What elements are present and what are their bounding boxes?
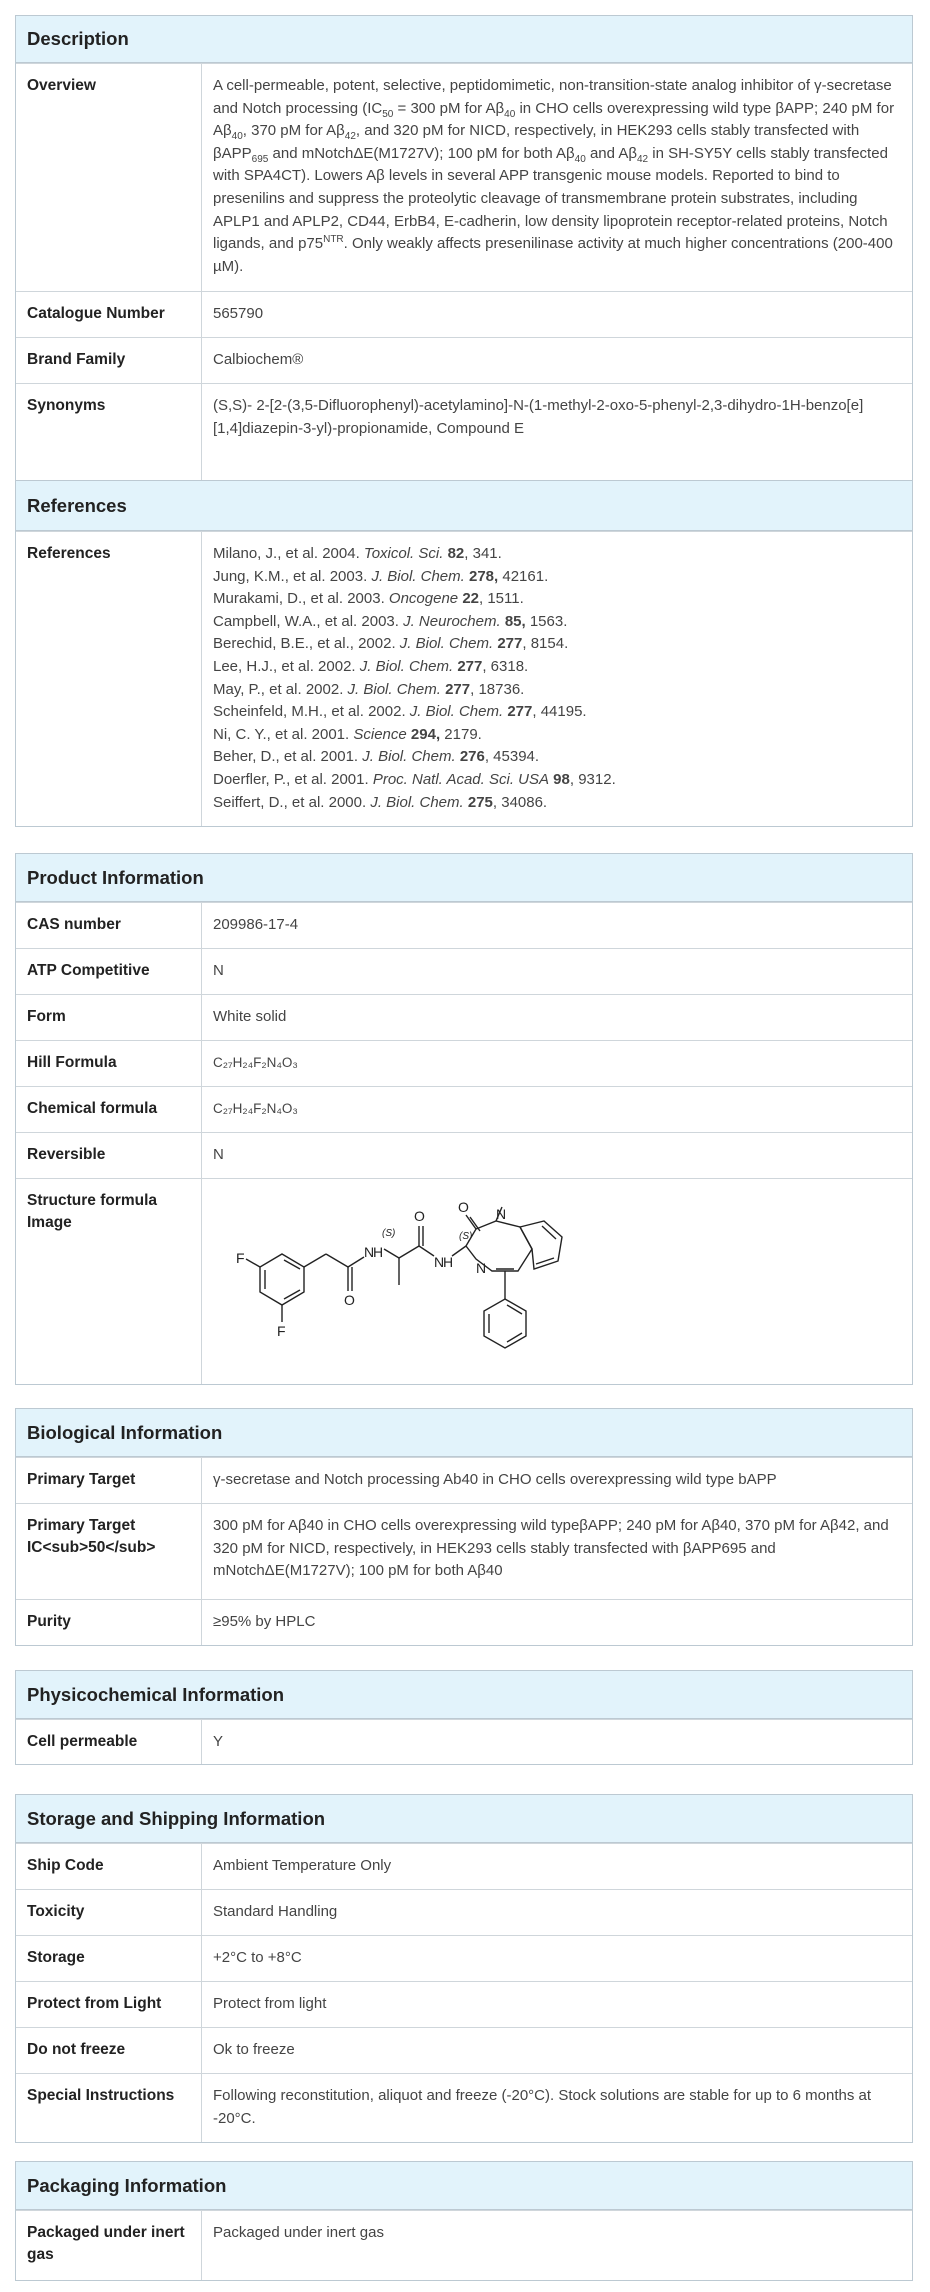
reference-journal: J. Biol. Chem. bbox=[347, 680, 441, 698]
references-section bbox=[15, 480, 913, 827]
reference-pages: , 9312. bbox=[569, 770, 616, 788]
reversible: N bbox=[213, 1146, 224, 1163]
reference-item bbox=[213, 588, 902, 611]
reference-item bbox=[213, 746, 902, 769]
packaging-section bbox=[15, 2161, 913, 2281]
row-label: Do not freeze bbox=[16, 2028, 202, 2073]
stereo-label: (S) bbox=[459, 1231, 473, 1242]
synonyms: (S,S)- 2-[2-(3,5-Difluorophenyl)-acetylamino]-N-(1-methyl-2-oxo-5-phenyl-2,3-dihydro-1H-benzo[e][1,4]diazepin-3-yl)-propionamide, Compound E bbox=[213, 397, 864, 437]
row-label: Cell permeable bbox=[16, 1720, 202, 1764]
packaged-under: Packaged under inert gas bbox=[213, 2224, 384, 2241]
reference-authors: Seiffert, D., et al. 2000. bbox=[213, 793, 371, 811]
reference-item bbox=[213, 543, 902, 566]
structure-formula-image bbox=[214, 1179, 574, 1383]
structure-label-o: O bbox=[344, 1292, 355, 1308]
table-row bbox=[16, 337, 912, 383]
reference-pages: 42161. bbox=[498, 567, 549, 585]
reference-volume: 277 bbox=[457, 657, 483, 675]
structure-label-f: F bbox=[277, 1323, 286, 1339]
table-row bbox=[16, 2210, 912, 2280]
row-label: Overview bbox=[16, 64, 202, 291]
biological-information-section bbox=[15, 1408, 913, 1646]
special-instructions: Following reconstitution, aliquot and freeze (-20°C). Stock solutions are stable for up to 6 months at -20°C. bbox=[213, 2087, 872, 2127]
catalogue-number: 565790 bbox=[213, 305, 264, 322]
reference-journal: J. Biol. Chem. bbox=[370, 793, 464, 811]
toxicity: Standard Handling bbox=[213, 1903, 338, 1920]
reference-volume: 85, bbox=[504, 612, 526, 630]
table-row bbox=[16, 383, 912, 480]
table-row bbox=[16, 1457, 912, 1503]
reference-journal: J. Biol. Chem. bbox=[371, 567, 465, 585]
do-not-freeze: Ok to freeze bbox=[213, 2041, 295, 2058]
description-section bbox=[15, 15, 913, 481]
overview-text: A cell-permeable, potent, selective, peptidomimetic, non-transition-state analog inhibitor of γ-secretase and Notch processing ($IC_{50} = 300$ pM for $A\beta_{40}$ in CHO cells overexpressing wild type βAPP; 240 pM for $A\beta_{40}$, 370 pM for $A\beta_{42}$, and 320 pM for NICD, respectively, in HEK293 cells stably transfected with βAPP$_{695}$ and mNotchΔE(M1727V); 100 pM for both $A\beta_{40}$ and $A\beta_{42}$ in SH-SY5Y cells stably transfected with SPA4CT). Lowers Aβ levels in several APP transgenic mouse models. Reported to bind to presenilins and suppress the proteolytic cleavage of transmembrane protein substrates, including APLP1 and APLP2, CD44, ErbB4, E-cadherin, low density lipoprotein receptor-related proteins, Notch ligands, and $p75^{NTR}$. Only weakly affects presenilinase activity at much higher concentrations (200-400 µM). bbox=[213, 77, 895, 275]
row-label: CAS number bbox=[16, 903, 202, 948]
reference-journal: Proc. Natl. Acad. Sci. USA bbox=[372, 770, 549, 788]
section-title: Physicochemical Information bbox=[16, 1671, 912, 1719]
reference-journal: Science bbox=[353, 725, 407, 743]
reference-journal: J. Biol. Chem. bbox=[409, 703, 504, 721]
cas-number: 209986-17-4 bbox=[213, 916, 299, 933]
reference-journal: J. Biol. Chem. bbox=[362, 748, 456, 766]
row-label: Form bbox=[16, 995, 202, 1040]
reference-pages: , 8154. bbox=[522, 635, 569, 653]
table-row bbox=[16, 2027, 912, 2073]
ship-code: Ambient Temperature Only bbox=[213, 1857, 392, 1874]
table-row bbox=[16, 1040, 912, 1086]
reference-list bbox=[202, 532, 912, 826]
row-label: Primary Target bbox=[16, 1458, 202, 1503]
reference-item bbox=[213, 633, 902, 656]
section-title: Biological Information bbox=[16, 1409, 912, 1457]
table-row bbox=[16, 1178, 912, 1384]
reference-volume: 277 bbox=[507, 703, 533, 721]
reference-volume: 98 bbox=[553, 770, 570, 788]
reference-authors: Lee, H.J., et al. 2002. bbox=[213, 657, 360, 675]
structure-label-f: F bbox=[236, 1250, 245, 1266]
row-label: Primary Target IC<sub>50</sub> bbox=[16, 1504, 202, 1599]
table-row bbox=[16, 1599, 912, 1645]
row-label: Special Instructions bbox=[16, 2074, 202, 2142]
reference-authors: Jung, K.M., et al. 2003. bbox=[213, 567, 372, 585]
reference-pages: , 6318. bbox=[482, 657, 529, 675]
table-row bbox=[16, 1935, 912, 1981]
reference-pages: , 341. bbox=[464, 545, 502, 562]
structure-label-n: N bbox=[476, 1260, 487, 1276]
row-label: Brand Family bbox=[16, 338, 202, 383]
section-title: Storage and Shipping Information bbox=[16, 1795, 912, 1843]
reference-volume: 294, bbox=[410, 725, 441, 743]
section-title: Product Information bbox=[16, 854, 912, 902]
primary-target: γ-secretase and Notch processing Ab40 in CHO cells overexpressing wild type bAPP bbox=[213, 1471, 777, 1488]
table-row bbox=[16, 902, 912, 948]
reference-journal: Toxicol. Sci. bbox=[363, 545, 444, 562]
hill-formula: C₂₇H₂₄F₂N₄O₃ bbox=[213, 1055, 298, 1070]
table-row bbox=[16, 1132, 912, 1178]
reference-item bbox=[213, 792, 902, 815]
reference-item bbox=[213, 611, 902, 634]
reference-item bbox=[213, 679, 902, 702]
reference-volume: 275 bbox=[467, 793, 493, 811]
primary-target-ic50: 300 pM for Aβ40 in CHO cells overexpressing wild typeβAPP; 240 pM for Aβ40, 370 pM for Aβ42, and 320 pM for NICD, respectively, in HEK293 cells stably transfected with βAPP695 and mNotchΔE(M1727V); 100 pM for both Aβ40 bbox=[213, 1517, 889, 1580]
structure-label-n: N bbox=[364, 1244, 375, 1260]
reference-volume: 276 bbox=[459, 748, 485, 766]
row-label: Packaged under inert gas bbox=[16, 2211, 202, 2280]
row-label: References bbox=[16, 532, 202, 826]
product-information-section bbox=[15, 853, 913, 1385]
reference-item bbox=[213, 656, 902, 679]
cell-permeable: Y bbox=[213, 1733, 224, 1750]
table-row bbox=[16, 994, 912, 1040]
structure-label-o: O bbox=[458, 1199, 469, 1215]
table-row bbox=[16, 2073, 912, 2142]
structure-label-o: O bbox=[414, 1208, 425, 1224]
reference-pages: 2179. bbox=[440, 725, 482, 743]
reference-volume: 82 bbox=[447, 545, 465, 562]
reference-pages: , 34086. bbox=[492, 793, 548, 811]
reference-item bbox=[213, 566, 902, 589]
table-row bbox=[16, 948, 912, 994]
table-row bbox=[16, 1719, 912, 1764]
row-label: Chemical formula bbox=[16, 1087, 202, 1132]
stereo-label: (S) bbox=[382, 1228, 396, 1239]
row-label: Hill Formula bbox=[16, 1041, 202, 1086]
row-label: Purity bbox=[16, 1600, 202, 1645]
reference-pages: 1563. bbox=[525, 612, 568, 630]
reference-journal: J. Biol. Chem. bbox=[399, 635, 494, 653]
row-label: ATP Competitive bbox=[16, 949, 202, 994]
reference-authors: Scheinfeld, M.H., et al. 2002. bbox=[213, 703, 410, 721]
structure-label-h: H bbox=[443, 1254, 454, 1270]
section-title: Packaging Information bbox=[16, 2162, 912, 2210]
reference-volume: 22 bbox=[462, 590, 479, 608]
reference-authors: Beher, D., et al. 2001. bbox=[213, 748, 363, 766]
reference-pages: , 45394. bbox=[484, 748, 540, 766]
reference-item bbox=[213, 701, 902, 724]
reference-authors: Campbell, W.A., et al. 2003. bbox=[213, 612, 404, 630]
table-row bbox=[16, 1889, 912, 1935]
structure-label-h: H bbox=[373, 1244, 384, 1260]
row-label: Protect from Light bbox=[16, 1982, 202, 2027]
reference-volume: 278, bbox=[468, 567, 499, 585]
reference-pages: , 1511. bbox=[479, 590, 524, 608]
row-label: Catalogue Number bbox=[16, 292, 202, 337]
reference-journal: J. Neurochem. bbox=[403, 612, 501, 630]
table-row bbox=[16, 63, 912, 291]
reference-item bbox=[213, 724, 902, 747]
reference-authors: Murakami, D., et al. 2003. bbox=[213, 590, 389, 608]
reference-authors: Ni, C. Y., et al. 2001. bbox=[213, 725, 354, 743]
table-row bbox=[16, 1981, 912, 2027]
reference-journal: Oncogene bbox=[388, 590, 459, 608]
table-row bbox=[16, 1503, 912, 1599]
table-row bbox=[16, 1086, 912, 1132]
structure-label-n: N bbox=[496, 1206, 507, 1222]
purity: ≥95% by HPLC bbox=[213, 1613, 316, 1630]
row-label: Synonyms bbox=[16, 384, 202, 480]
structure-label-n: N bbox=[434, 1254, 445, 1270]
reference-pages: , 18736. bbox=[470, 680, 525, 698]
row-label: Storage bbox=[16, 1936, 202, 1981]
table-row bbox=[16, 1843, 912, 1889]
row-label: Structure formula Image bbox=[16, 1179, 202, 1384]
storage-shipping-section bbox=[15, 1794, 913, 2143]
row-label: Ship Code bbox=[16, 1844, 202, 1889]
reference-item bbox=[213, 769, 902, 792]
storage: +2°C to +8°C bbox=[213, 1949, 302, 1966]
reference-authors: May, P., et al. 2002. bbox=[213, 680, 348, 698]
reference-authors: Doerfler, P., et al. 2001. bbox=[213, 770, 373, 788]
atp-competitive: N bbox=[213, 962, 224, 979]
protect-from-light: Protect from light bbox=[213, 1995, 327, 2012]
brand-family: Calbiochem® bbox=[213, 351, 304, 368]
section-title: Description bbox=[16, 16, 912, 63]
chemical-formula: C₂₇H₂₄F₂N₄O₃ bbox=[213, 1101, 298, 1116]
table-row bbox=[16, 531, 912, 826]
section-title: References bbox=[16, 481, 912, 531]
reference-authors: Milano, J., et al. 2004. bbox=[213, 545, 364, 562]
reference-volume: 277 bbox=[497, 635, 523, 653]
row-label: Reversible bbox=[16, 1133, 202, 1178]
physicochemical-section bbox=[15, 1670, 913, 1765]
reference-pages: , 44195. bbox=[532, 703, 587, 721]
table-row bbox=[16, 291, 912, 337]
reference-journal: J. Biol. Chem. bbox=[359, 657, 454, 675]
reference-volume: 277 bbox=[445, 680, 471, 698]
form: White solid bbox=[213, 1008, 287, 1025]
row-label: Toxicity bbox=[16, 1890, 202, 1935]
structure-image bbox=[202, 1179, 912, 1384]
reference-authors: Berechid, B.E., et al., 2002. bbox=[213, 635, 400, 653]
